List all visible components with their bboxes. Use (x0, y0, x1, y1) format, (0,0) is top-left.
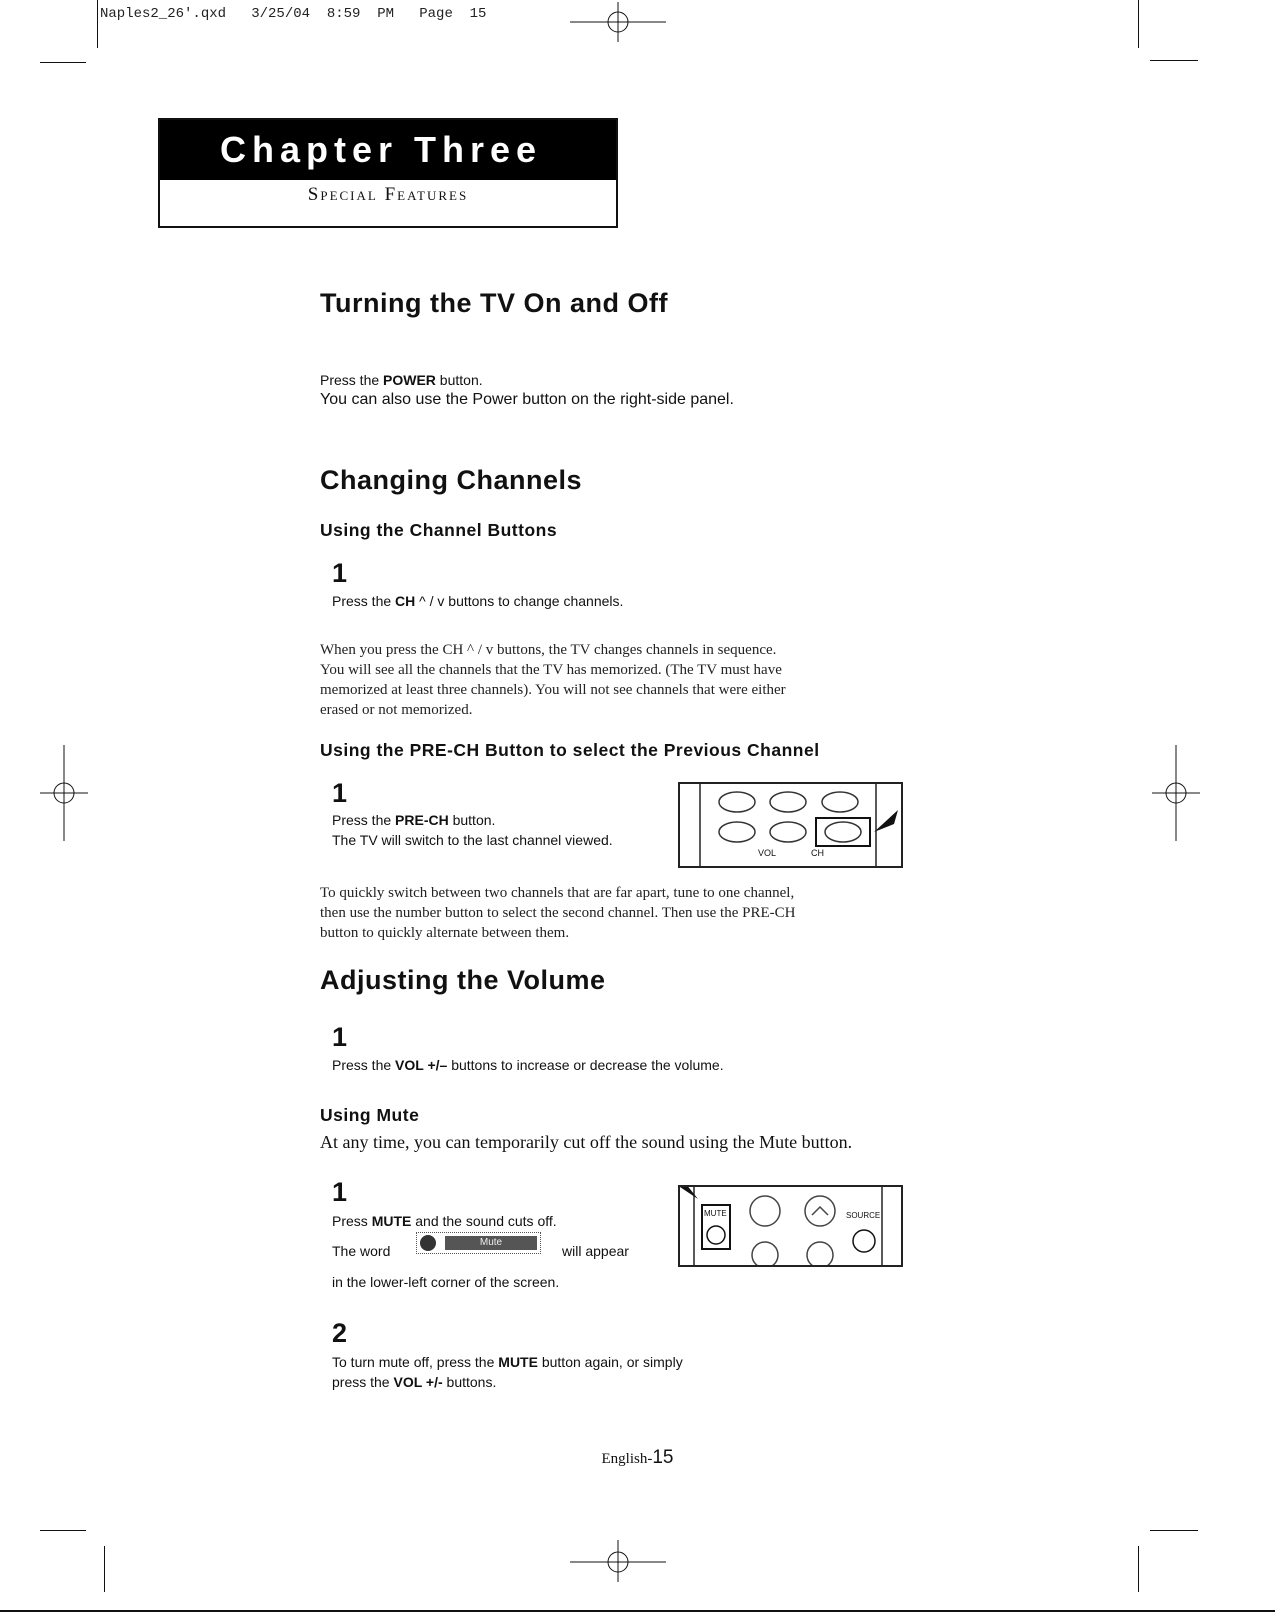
crop-mark (40, 1530, 86, 1531)
mute-step-text: Press MUTE and the sound cuts off. (332, 1213, 557, 1229)
step-number: 1 (332, 778, 348, 808)
crop-mark (1150, 60, 1198, 61)
page-number: English-15 (601, 1447, 674, 1468)
channel-paragraph: When you press the CH ^ / v buttons, the TV changes channels in sequence. You will see all the channels that the TV has memorized. (The TV must have memorized at least three channels). You will not see channels that were either erased or not memorized. (320, 642, 786, 718)
power-note: You can also use the Power button on the right-side panel. (320, 391, 734, 408)
registration-mark-right (1148, 745, 1204, 845)
prech-paragraph: To quickly switch between two channels that are far apart, tune to one channel, then use the number button to select the second channel. Then use the PRE-CH button to quickly alternate between them. (320, 885, 796, 941)
mute-osd-indicator (416, 1232, 541, 1254)
unmute-step-text-2: press the VOL +/- buttons. (332, 1374, 497, 1390)
section-title-power: Turning the TV On and Off (320, 288, 668, 318)
chapter-title: Chapter Three (160, 120, 616, 180)
page-bottom-rule (0, 1610, 1275, 1612)
subsection-mute: Using Mute (320, 1105, 420, 1125)
registration-mark-bottom (570, 1540, 670, 1584)
crop-mark (104, 1546, 105, 1592)
step-number: 1 (332, 1177, 348, 1207)
chapter-header (158, 118, 618, 228)
prech-step-text: Press the PRE-CH button. (332, 812, 496, 828)
mute-word-trail: will appear (562, 1243, 629, 1259)
speaker-mute-icon (420, 1235, 436, 1251)
registration-mark-left (36, 745, 92, 845)
chapter-subtitle: Special Features (307, 184, 469, 205)
crop-mark (97, 0, 98, 48)
mute-button-label: MUTE (704, 1209, 727, 1218)
section-title-channels: Changing Channels (320, 465, 583, 495)
remote-mute-graphic (680, 1187, 901, 1265)
subsection-channel-buttons: Using the Channel Buttons (320, 520, 558, 540)
remote-illustration-mute (678, 1185, 903, 1267)
channel-step-text: Press the CH ^ / v buttons to change channels. (332, 593, 624, 609)
source-button-label: SOURCE (846, 1211, 881, 1220)
section-title-volume: Adjusting the Volume (320, 965, 606, 995)
ch-label: CH (811, 848, 824, 858)
mute-word-lead: The word (332, 1243, 391, 1259)
step-number: 2 (332, 1318, 348, 1348)
registration-mark-top (570, 2, 670, 46)
crop-mark (1138, 0, 1139, 48)
unmute-step-text: To turn mute off, press the MUTE button again, or simply (332, 1354, 683, 1370)
remote-illustration-prech (678, 782, 903, 868)
subsection-prech: Using the PRE-CH Button to select the Previous Channel (320, 740, 820, 760)
crop-mark (1138, 1546, 1139, 1592)
vol-label: VOL (758, 848, 777, 858)
mute-osd-label: Mute (445, 1236, 537, 1250)
step-number: 1 (332, 558, 348, 588)
crop-mark (40, 62, 86, 63)
step-number: 1 (332, 1022, 348, 1052)
power-instruction: Press the POWER button. (320, 372, 483, 388)
mute-intro: At any time, you can temporarily cut off the sound using the Mute button. (320, 1132, 853, 1152)
file-slug: Naples2_26'.qxd 3/25/04 8:59 PM Page 15 (100, 6, 487, 22)
remote-buttons-graphic (680, 784, 901, 866)
volume-step-text: Press the VOL +/– buttons to increase or decrease the volume. (332, 1057, 724, 1073)
prech-step-note: The TV will switch to the last channel viewed. (332, 832, 613, 848)
mute-location-text: in the lower-left corner of the screen. (332, 1274, 560, 1290)
crop-mark (1150, 1530, 1198, 1531)
